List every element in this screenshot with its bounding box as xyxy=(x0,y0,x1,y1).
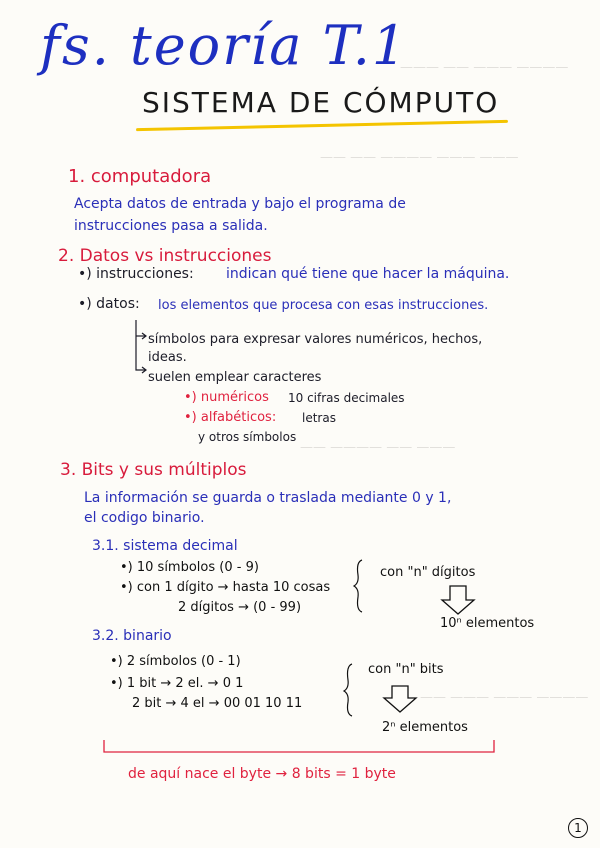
section-2-heading: 2. Datos vs instrucciones xyxy=(58,246,272,266)
alfabeticos-label: •) alfabéticos: xyxy=(184,410,277,425)
section-1-heading: 1. computadora xyxy=(68,166,212,187)
down-arrow-icon xyxy=(384,686,416,712)
bleed-through: ———— ——— ——— —— xyxy=(420,690,589,705)
numericos-label: •) numéricos xyxy=(184,390,269,405)
decimal-note: con "n" dígitos xyxy=(380,565,476,580)
section-3-line-1: La información se guarda o traslada mediante 0 y 1, xyxy=(84,490,452,506)
section-3-heading: 3. Bits y sus múltiplos xyxy=(60,460,247,480)
decimal-line-2: •) con 1 dígito → hasta 10 cosas xyxy=(120,580,331,595)
bleed-through: ——— —— ———— —— xyxy=(300,440,456,455)
brace-icon xyxy=(344,664,352,716)
bleed-through: ——— ——— ———— —— —— xyxy=(320,150,519,165)
section-1-line-2: instrucciones pasa a salida. xyxy=(74,218,268,234)
alfabeticos-text: letras xyxy=(302,411,336,425)
page-number: 1 xyxy=(568,818,588,838)
binary-line-1: •) 2 símbolos (0 - 1) xyxy=(110,654,241,669)
brace-icon xyxy=(354,560,362,612)
binary-result: 2ⁿ elementos xyxy=(382,720,468,735)
bleed-through: ———— ——— —— ——— xyxy=(400,60,569,75)
binary-line-2: •) 1 bit → 2 el. → 0 1 xyxy=(110,676,244,691)
conclusion-text: de aquí nace el byte → 8 bits = 1 byte xyxy=(128,766,396,782)
datos-sub-1b: ideas. xyxy=(148,350,187,365)
otros-simbolos: y otros símbolos xyxy=(198,430,297,444)
subsection-binary-heading: 3.2. binario xyxy=(92,628,172,644)
branch-connector xyxy=(136,320,146,370)
numericos-text: 10 cifras decimales xyxy=(288,391,405,405)
conclusion-bracket xyxy=(104,740,494,752)
binary-line-3: 2 bit → 4 el → 00 01 10 11 xyxy=(132,696,303,711)
decimal-result: 10ⁿ elementos xyxy=(440,616,535,631)
datos-text: los elementos que procesa con esas instrucciones. xyxy=(158,298,489,313)
binary-note: con "n" bits xyxy=(368,662,444,677)
decimal-line-3: 2 dígitos → (0 - 99) xyxy=(178,600,302,615)
section-3-line-2: el codigo binario. xyxy=(84,510,205,526)
page-title: fs. teoría T.1 xyxy=(40,14,409,77)
page-subtitle: SISTEMA DE CÓMPUTO xyxy=(142,86,500,119)
arrowhead-icon xyxy=(142,333,146,339)
datos-sub-1: símbolos para expresar valores numéricos, hechos, xyxy=(148,332,483,347)
down-arrow-icon xyxy=(442,586,474,614)
subtitle-highlight xyxy=(136,120,508,131)
datos-sub-2: suelen emplear caracteres xyxy=(148,370,322,385)
section-1-line-1: Acepta datos de entrada y bajo el programa de xyxy=(74,196,406,212)
instr-label: •) instrucciones: xyxy=(78,266,194,282)
decimal-line-1: •) 10 símbolos (0 - 9) xyxy=(120,560,259,575)
arrowhead-icon xyxy=(142,367,146,373)
subsection-decimal-heading: 3.1. sistema decimal xyxy=(92,538,238,554)
datos-label: •) datos: xyxy=(78,296,140,312)
instr-text: indican qué tiene que hacer la máquina. xyxy=(226,266,510,282)
